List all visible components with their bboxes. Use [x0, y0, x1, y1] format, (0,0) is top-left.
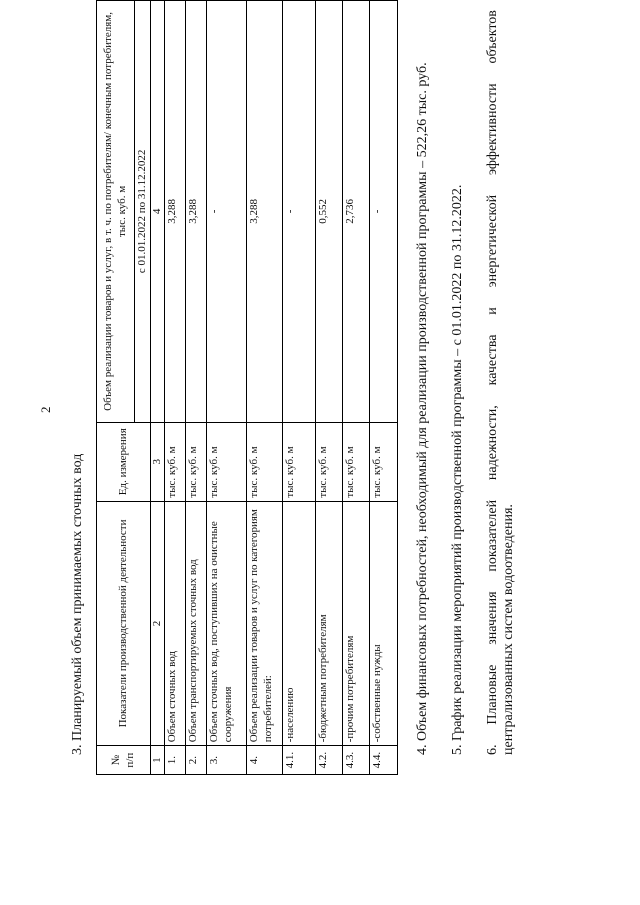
- table-row: [343, 1, 370, 775]
- table-row: [165, 1, 186, 775]
- row-name: -населению: [283, 501, 316, 746]
- section-3-heading: 3. Планируемый объем принимаемых сточных вод: [70, 453, 85, 755]
- section-5-text: 5. График реализации мероприятий производственной программы – с 01.01.2022 по 31.12.2022.: [450, 184, 465, 755]
- section-6-word: надежности,: [485, 405, 500, 481]
- section-6-word: энергетической: [485, 194, 500, 288]
- row-num: 2.: [186, 746, 207, 775]
- section-6-word: и: [485, 307, 500, 315]
- row-name: -собственные нужды: [370, 501, 398, 746]
- row-unit: тыс. куб. м: [343, 422, 370, 501]
- column-number: 4: [151, 1, 165, 423]
- section-6-word: объектов: [485, 10, 500, 64]
- row-unit: тыс. куб. м: [247, 422, 283, 501]
- section-6-word: Плановые: [485, 664, 500, 725]
- row-num: 3.: [207, 746, 247, 775]
- row-name: Объем транспортируемых сточных вод: [186, 501, 207, 746]
- row-name: -бюджетным потребителям: [316, 501, 343, 746]
- row-value: 3,288: [165, 1, 186, 423]
- row-unit: тыс. куб. м: [165, 422, 186, 501]
- section-6-word: значения: [485, 591, 500, 645]
- row-num: 1.: [165, 746, 186, 775]
- page-number: 2: [38, 406, 53, 413]
- row-num: 4.4.: [370, 746, 398, 775]
- section-4-text: 4. Объем финансовых потребностей, необходимый для реализации производственной программы – 522,26 тыс. руб.: [415, 62, 430, 755]
- table-row: [316, 1, 343, 775]
- row-value: -: [283, 1, 316, 423]
- section-6-word: 6.: [485, 744, 500, 755]
- header-num: № п/п: [97, 746, 151, 775]
- table-row: [283, 1, 316, 775]
- section-6-line-1: [485, 10, 501, 755]
- section-6-line-2: централизованных систем водоотведения.: [501, 504, 516, 755]
- row-value: 0,552: [316, 1, 343, 423]
- column-number: 1: [151, 746, 165, 775]
- section-6-word: показателей: [485, 499, 500, 572]
- row-value: 2,736: [343, 1, 370, 423]
- row-unit: тыс. куб. м: [370, 422, 398, 501]
- row-value: -: [207, 1, 247, 423]
- table-row: [186, 1, 207, 775]
- row-num: 4.1.: [283, 746, 316, 775]
- row-name: Объем сточных вод: [165, 501, 186, 746]
- row-unit: тыс. куб. м: [186, 422, 207, 501]
- table-row: [370, 1, 398, 775]
- row-unit: тыс. куб. м: [207, 422, 247, 501]
- column-number: 2: [151, 501, 165, 746]
- row-unit: тыс. куб. м: [316, 422, 343, 501]
- header-indicator: Показатели производственной деятельности: [97, 501, 151, 746]
- table-row: [207, 1, 247, 775]
- row-unit: тыс. куб. м: [283, 422, 316, 501]
- row-name: Объем реализации товаров и услуг по категориям потребителей:: [247, 501, 283, 746]
- row-value: 3,288: [186, 1, 207, 423]
- header-period: с 01.01.2022 по 31.12.2022: [135, 1, 151, 423]
- row-num: 4.2.: [316, 746, 343, 775]
- column-number-row: [151, 1, 165, 775]
- row-value: -: [370, 1, 398, 423]
- table-header-row: [97, 1, 135, 775]
- row-num: 4.3.: [343, 746, 370, 775]
- row-name: Объем сточных вод, поступивших на очистные сооружения: [207, 501, 247, 746]
- header-unit: Ед. измерения: [97, 422, 151, 501]
- table-row: [247, 1, 283, 775]
- row-name: -прочим потребителям: [343, 501, 370, 746]
- section-6-word: качества: [485, 334, 500, 386]
- wastewater-volume-table: [96, 0, 398, 775]
- row-num: 4.: [247, 746, 283, 775]
- section-6-word: эффективности: [485, 83, 500, 176]
- row-value: 3,288: [247, 1, 283, 423]
- section-6-paragraph: [485, 10, 517, 755]
- header-volume-title: Объем реализации товаров и услуг, в т. ч. по потребителям/ конечным потребителям, тыс. куб. м: [97, 1, 135, 423]
- column-number: 3: [151, 422, 165, 501]
